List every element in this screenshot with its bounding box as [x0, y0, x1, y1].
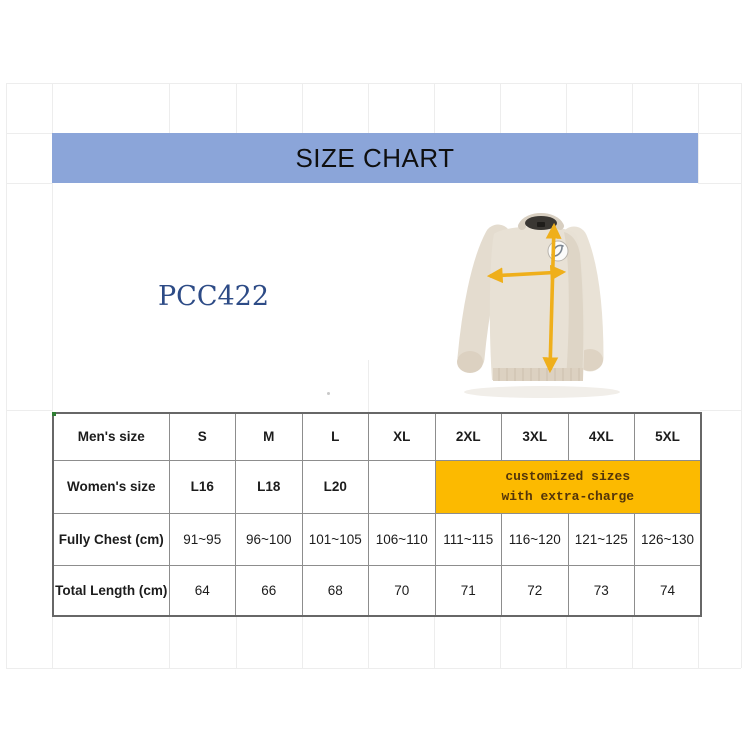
grid-line	[698, 133, 741, 134]
chest-cell: 126~130	[635, 513, 702, 565]
title-bar	[52, 133, 698, 183]
grid-line	[434, 616, 435, 668]
custom-note-line2: with extra-charge	[501, 488, 635, 504]
length-cell: 72	[502, 565, 569, 616]
table-row-total-length	[53, 565, 701, 616]
left-cuff	[457, 351, 483, 373]
grid-line	[236, 616, 237, 668]
customized-sizes-cell	[435, 460, 701, 513]
mens-size-cell: 2XL	[435, 413, 502, 460]
chest-cell: 116~120	[502, 513, 569, 565]
speck	[327, 392, 330, 395]
grid-line	[6, 668, 741, 669]
table-row-mens-size	[53, 413, 701, 460]
product-code: PCC422	[158, 281, 270, 312]
grid-line	[302, 616, 303, 668]
grid-line	[700, 410, 741, 411]
neck-label	[537, 222, 545, 227]
grid-line	[6, 183, 52, 184]
size-table	[52, 412, 702, 617]
grid-line	[6, 410, 52, 411]
womens-size-empty-cell	[369, 460, 436, 513]
chest-cell: 106~110	[369, 513, 436, 565]
row-header: Fully Chest (cm)	[53, 513, 169, 565]
mens-size-cell: 4XL	[568, 413, 635, 460]
shadow	[464, 386, 620, 398]
length-cell: 70	[369, 565, 436, 616]
grid-line	[169, 616, 170, 668]
chest-cell: 91~95	[169, 513, 236, 565]
grid-line	[6, 133, 52, 134]
chest-cell: 101~105	[302, 513, 369, 565]
grid-line	[6, 83, 741, 84]
length-cell: 68	[302, 565, 369, 616]
length-cell: 64	[169, 565, 236, 616]
mens-size-cell: 3XL	[502, 413, 569, 460]
row-header: Total Length (cm)	[53, 565, 169, 616]
row-header: Women's size	[53, 460, 169, 513]
grid-line	[6, 83, 7, 668]
page-title: SIZE CHART	[295, 142, 455, 173]
mens-size-cell: M	[236, 413, 303, 460]
chest-cell: 121~125	[568, 513, 635, 565]
sweater-photo	[446, 192, 664, 406]
custom-note-line1: customized sizes	[505, 469, 631, 484]
grid-line	[741, 83, 742, 668]
cell-marker-dot	[52, 412, 56, 416]
womens-size-cell: L16	[169, 460, 236, 513]
length-cell: 66	[236, 565, 303, 616]
grid-line	[698, 83, 699, 183]
grid-line	[698, 616, 699, 668]
grid-line	[566, 616, 567, 668]
womens-size-cell: L20	[302, 460, 369, 513]
grid-line	[368, 616, 369, 668]
grid-line	[500, 616, 501, 668]
mens-size-cell: XL	[369, 413, 436, 460]
length-cell: 73	[568, 565, 635, 616]
grid-line	[368, 360, 369, 412]
grid-line	[632, 616, 633, 668]
chest-cell: 96~100	[236, 513, 303, 565]
mens-size-cell: S	[169, 413, 236, 460]
mens-size-cell: L	[302, 413, 369, 460]
grid-line	[698, 183, 741, 184]
sweater-graphic	[446, 192, 664, 406]
table-row-fully-chest	[53, 513, 701, 565]
womens-size-cell: L18	[236, 460, 303, 513]
length-cell: 74	[635, 565, 702, 616]
mens-size-cell: 5XL	[635, 413, 702, 460]
row-header: Men's size	[53, 413, 169, 460]
table-row-womens-size	[53, 460, 701, 513]
length-cell: 71	[435, 565, 502, 616]
chest-logo	[548, 241, 568, 261]
chest-cell: 111~115	[435, 513, 502, 565]
